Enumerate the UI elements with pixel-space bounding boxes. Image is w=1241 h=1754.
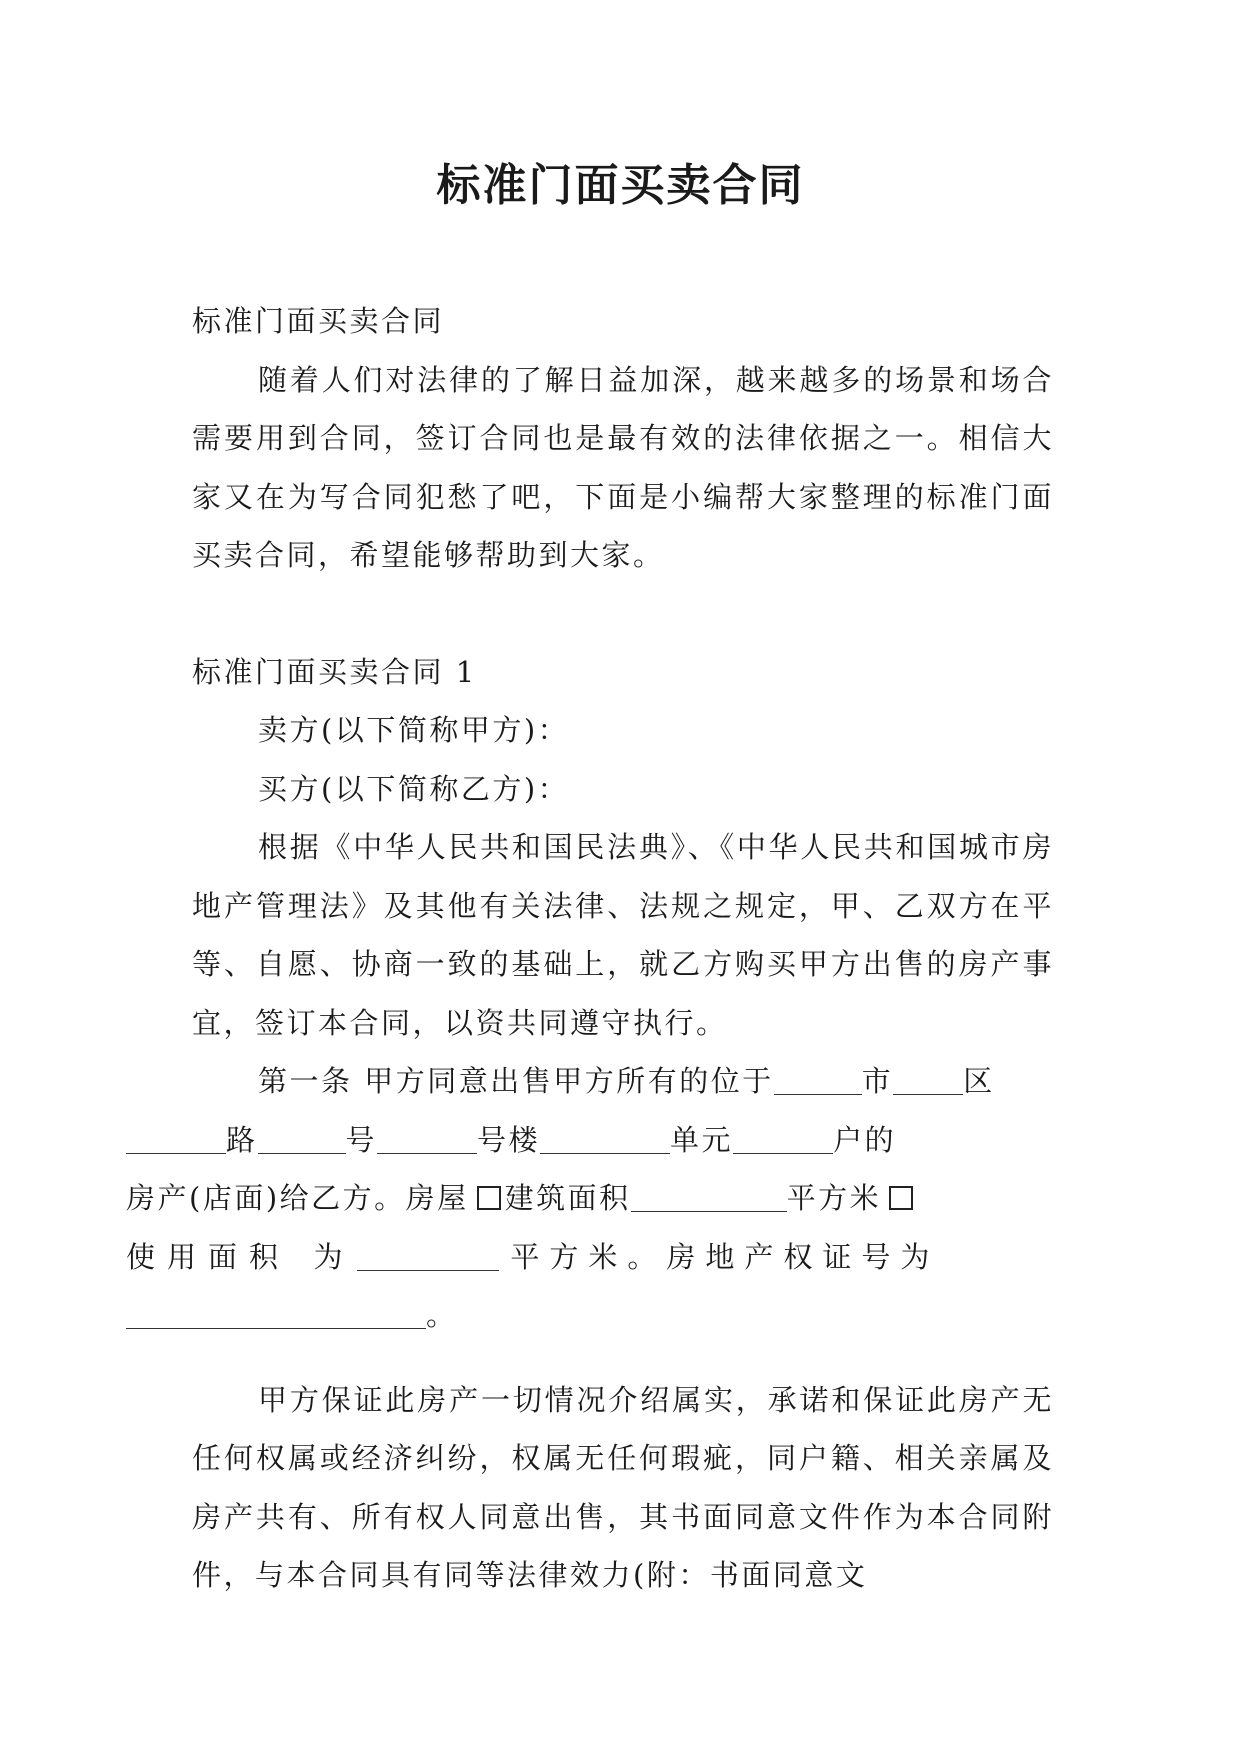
- city-blank[interactable]: [774, 1064, 862, 1095]
- cert-label: 房地产权证号为: [666, 1239, 940, 1274]
- city-label: 市: [861, 1064, 894, 1098]
- number-blank[interactable]: [258, 1123, 346, 1154]
- building-label: 号楼: [477, 1122, 541, 1157]
- intro-heading: 标准门面买卖合同: [192, 304, 445, 338]
- article-one-lead: 第一条 甲方同意出售甲方所有的位于: [258, 1064, 774, 1098]
- guarantee-paragraph: 甲方保证此房产一切情况介绍属实，承诺和保证此房产无任何权属或经济纠纷，权属无任何瑕疵，同户籍、相关亲属及房产共有、所有权人同意出售，其书面同意文件作为本合同附件，与本合同具有同等法律效力(附：书面同意文: [192, 1382, 1054, 1592]
- district-label: 区: [963, 1064, 995, 1098]
- build-area-checkbox[interactable]: [477, 1186, 501, 1210]
- contract-heading: 标准门面买卖合同 1: [192, 654, 477, 689]
- build-area-label: 建筑面积: [504, 1181, 631, 1215]
- use-area-blank[interactable]: [357, 1240, 499, 1271]
- road-label: 路: [226, 1122, 258, 1157]
- article-one: [126, 1052, 1054, 1345]
- household-label: 户的: [833, 1122, 897, 1157]
- unit-label: 单元: [670, 1122, 734, 1157]
- unit-blank[interactable]: [540, 1123, 670, 1154]
- use-area-label: 使用面积: [126, 1239, 291, 1274]
- seller-line: 卖方(以下简称甲方)：: [258, 713, 570, 747]
- wei-label: 为: [313, 1239, 345, 1274]
- spacer: [192, 585, 1054, 643]
- use-area-checkbox[interactable]: [889, 1186, 913, 1210]
- sqm-end-label: 平方米。: [510, 1239, 667, 1274]
- legal-basis-paragraph: 根据《中华人民共和国民法典》、《中华人民共和国城市房地产管理法》及其他有关法律、法规之规定，甲、乙双方在平等、自愿、协商一致的基础上，就乙方购买甲方出售的房产事宜，签订本合同，以资共同遵守执行。: [192, 830, 1054, 1040]
- article-one-end: 。: [426, 1298, 458, 1332]
- intro-paragraph: 随着人们对法律的了解日益加深，越来越多的场景和场合需要用到合同，签订合同也是最有效的法律依据之一。相信大家又在为写合同犯愁了吧，下面是小编帮大家整理的标准门面买卖合同，希望能够帮助到大家。: [192, 362, 1054, 572]
- document-title: 标准门面买卖合同: [436, 160, 805, 211]
- district-blank[interactable]: [893, 1064, 963, 1095]
- spacer: [192, 1345, 1054, 1371]
- build-area-blank[interactable]: [631, 1181, 787, 1212]
- building-blank[interactable]: [377, 1123, 477, 1154]
- road-blank[interactable]: [126, 1123, 226, 1154]
- document-body: [126, 292, 1054, 1605]
- property-prefix: 房产(店面)给乙方。房屋: [126, 1181, 469, 1215]
- household-blank[interactable]: [733, 1123, 833, 1154]
- number-label: 号: [345, 1122, 378, 1157]
- cert-number-blank[interactable]: [126, 1298, 426, 1329]
- sqm-label: 平方米: [786, 1181, 882, 1215]
- buyer-line: 买方(以下简称乙方)：: [258, 771, 570, 806]
